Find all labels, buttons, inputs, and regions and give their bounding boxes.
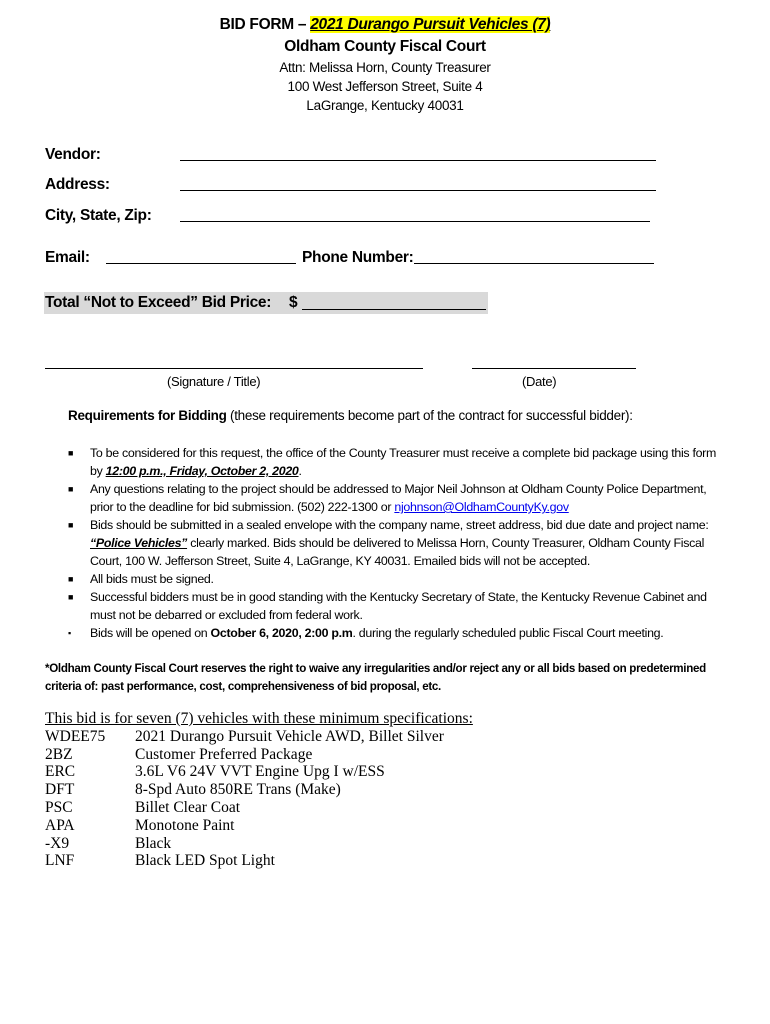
- address-label: Address:: [45, 176, 110, 193]
- bullet-icon: ■: [68, 448, 74, 458]
- bullet-icon: ■: [68, 484, 74, 494]
- form-header: [0, 14, 770, 115]
- bullet-icon: ■: [68, 592, 74, 602]
- phone-label: Phone Number:: [302, 249, 414, 266]
- city-state-zip-field[interactable]: [180, 221, 650, 222]
- spec-row: [45, 763, 473, 781]
- spec-row: [45, 852, 473, 870]
- title-prefix: BID FORM –: [219, 16, 311, 33]
- spec-row: [45, 746, 473, 764]
- bullet-icon: ■: [68, 520, 74, 530]
- total-price-label: Total “Not to Exceed” Bid Price:: [45, 294, 272, 311]
- requirements-title: [68, 408, 633, 423]
- item5-text: Successful bidders must be in good standing with the Kentucky Secretary of State, the Kentucky Revenue Cabinet and must not be debarred or excluded from federal work.: [90, 590, 707, 622]
- item6-date: October 6, 2020, 2:00 p.m: [210, 626, 353, 640]
- spec-desc: Black LED Spot Light: [135, 852, 275, 870]
- list-item: [66, 444, 726, 480]
- title-highlight: 2021 Durango Pursuit Vehicles (7): [310, 16, 551, 33]
- date-label: (Date): [522, 374, 557, 389]
- list-item: [66, 516, 726, 570]
- phone-field[interactable]: [414, 263, 654, 264]
- signature-field[interactable]: [45, 368, 423, 369]
- spec-row: [45, 799, 473, 817]
- item3-text: Bids should be submitted in a sealed envelope with the company name, street address, bid due date and project name:: [90, 518, 709, 532]
- spec-desc: 2021 Durango Pursuit Vehicle AWD, Billet Silver: [135, 727, 444, 745]
- item6-rest: . during the regularly scheduled public Fiscal Court meeting.: [352, 626, 664, 640]
- item3-rest: clearly marked. Bids should be delivered to Melissa Horn, County Treasurer, Oldham County Fiscal Court, 100 W. Jefferson Street, Suite 4, LaGrange, KY 40031. Emailed bids will not be accepted.: [90, 536, 705, 568]
- email-field[interactable]: [106, 263, 296, 264]
- list-item: [66, 588, 726, 624]
- city-state-zip-label: City, State, Zip:: [45, 207, 152, 224]
- dollar-sign: $: [289, 294, 298, 311]
- requirements-list: [66, 444, 726, 642]
- spec-desc: Monotone Paint: [135, 816, 235, 834]
- form-title: [0, 14, 770, 36]
- requirements-title-rest: (these requirements become part of the contract for successful bidder):: [226, 408, 633, 423]
- spec-table: [45, 728, 473, 870]
- item1-text: To be considered for this request, the office of the County Treasurer must receive a complete bid package using this form by: [90, 446, 717, 478]
- spec-row: [45, 835, 473, 853]
- item4-text: All bids must be signed.: [90, 572, 214, 586]
- attn-line: Attn: Melissa Horn, County Treasurer: [279, 60, 491, 75]
- vendor-label: Vendor:: [45, 146, 101, 163]
- email-link[interactable]: njohnson@OldhamCountyKy.gov: [394, 500, 569, 514]
- bullet-icon: ■: [68, 574, 74, 584]
- city-line: LaGrange, Kentucky 40031: [306, 98, 464, 113]
- signature-label: (Signature / Title): [167, 374, 261, 389]
- list-item: [66, 480, 726, 516]
- spec-row: [45, 817, 473, 835]
- list-item: [66, 570, 726, 588]
- spec-code: DFT: [45, 781, 75, 799]
- spec-code: ERC: [45, 763, 76, 781]
- item6-text: Bids will be opened on: [90, 626, 211, 640]
- item1-end: .: [298, 464, 302, 478]
- requirements-title-bold: Requirements for Bidding: [68, 408, 227, 423]
- spec-row: [45, 781, 473, 799]
- total-price-field[interactable]: [302, 309, 486, 310]
- spec-desc: 3.6L V6 24V VVT Engine Upg I w/ESS: [135, 763, 385, 781]
- spec-intro: This bid is for seven (7) vehicles with these minimum specifications:: [45, 710, 473, 727]
- bullet-icon: ▪: [68, 628, 71, 638]
- specifications: [45, 710, 473, 870]
- spec-desc: 8-Spd Auto 850RE Trans (Make): [135, 781, 341, 799]
- spec-code: WDEE75: [45, 727, 106, 745]
- spec-code: -X9: [45, 834, 70, 852]
- disclaimer-note: *Oldham County Fiscal Court reserves the right to waive any irregularities and/or reject any or all bids based on predetermined criteria of: past performance, cost, comprehensiveness of bid proposal, etc.: [45, 662, 706, 693]
- vendor-field[interactable]: [180, 160, 656, 161]
- item2-text: Any questions relating to the project should be addressed to Major Neil Johnson at Oldham County Police Department, prior to the deadline for bid submission. (502) 222-1300 or: [90, 482, 707, 514]
- spec-desc: Billet Clear Coat: [135, 798, 241, 816]
- address-field[interactable]: [180, 190, 656, 191]
- spec-desc: Black: [135, 834, 172, 852]
- spec-desc: Customer Preferred Package: [135, 745, 313, 763]
- org-name: Oldham County Fiscal Court: [284, 38, 486, 55]
- email-label: Email:: [45, 249, 90, 266]
- spec-code: PSC: [45, 798, 73, 816]
- spec-row: [45, 728, 473, 746]
- date-field[interactable]: [472, 368, 636, 369]
- spec-code: APA: [45, 816, 75, 834]
- list-item: [66, 624, 726, 642]
- spec-code: LNF: [45, 852, 75, 870]
- item1-deadline: 12:00 p.m., Friday, October 2, 2020: [105, 464, 299, 478]
- item3-project: “Police Vehicles”: [90, 536, 188, 550]
- street-line: 100 West Jefferson Street, Suite 4: [287, 79, 483, 94]
- spec-code: 2BZ: [45, 745, 73, 763]
